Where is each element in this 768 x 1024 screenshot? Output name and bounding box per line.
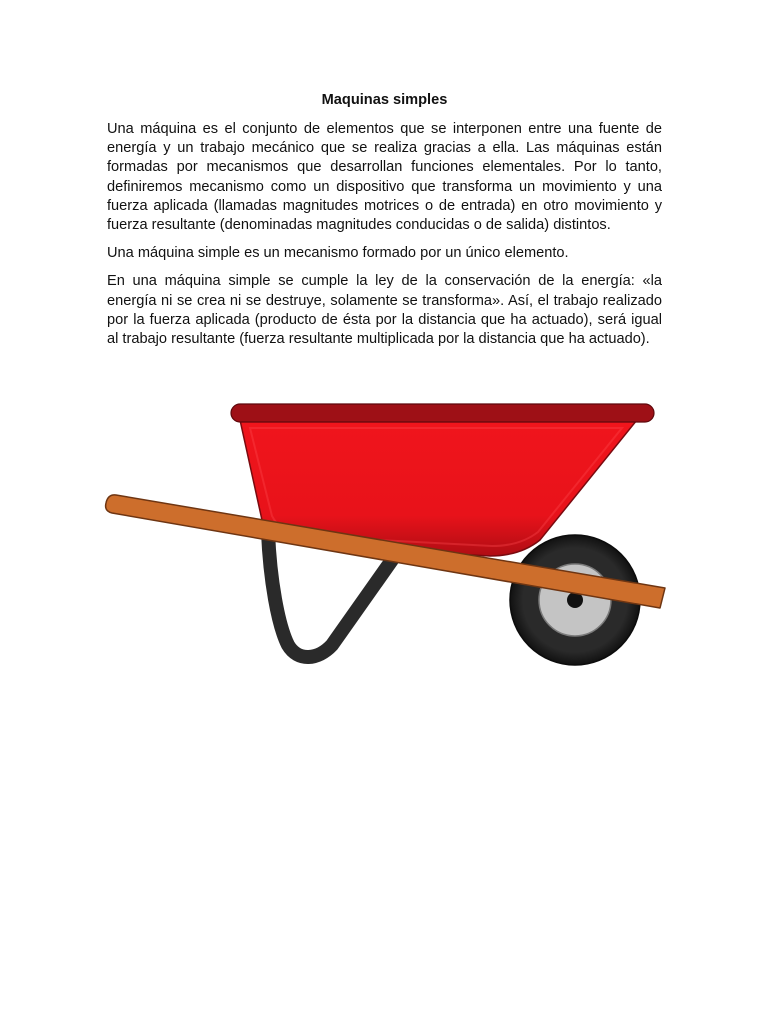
wheelbarrow-rim <box>231 404 654 422</box>
page-title: Maquinas simples <box>321 92 448 108</box>
document-body <box>107 91 662 358</box>
paragraph-energy-conservation: En una máquina simple se cumple la ley de la conservación de la energía: «la energía ni se crea ni se destruye, solamente se transforma». Así, el trabajo realizado por la fuerza aplicada (producto de ésta por la distancia que ha actuado), será igual al trabajo resultante (fuerza resultante multiplicada por la distancia que ha actuado). <box>107 273 662 348</box>
paragraph-definition: Una máquina es el conjunto de elementos que se interponen entre una fuente de energía y un trabajo mecánico que se realiza gracias a ella. Las máquinas están formadas por mecanismos que desarrollan funciones elementales. Por lo tanto, definiremos mecanismo como un dispositivo que transforma un movimiento y una fuerza aplicada (llamadas magnitudes motrices o de entrada) en otro movimiento y fuerza resultante (denominadas magnitudes conducidas o de salida) distintos. <box>107 121 662 234</box>
paragraph-simple-machine: Una máquina simple es un mecanismo formado por un único elemento. <box>107 245 569 262</box>
wheelbarrow-illustration <box>100 395 675 675</box>
